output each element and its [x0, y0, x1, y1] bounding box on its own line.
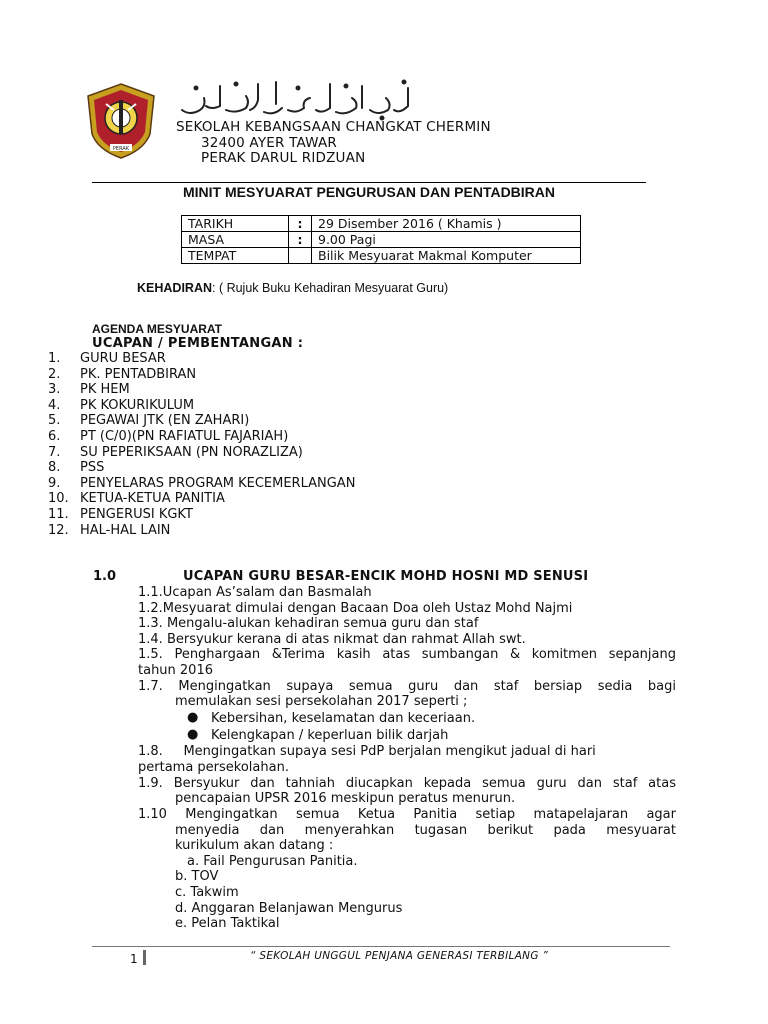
- section-number: 1.0: [93, 569, 117, 584]
- minute-1-2: 1.2.Mesyuarat dimulai dengan Bacaan Doa oleh Ustaz Mohd Najmi: [138, 601, 573, 616]
- bullet-item: Kelengkapan / keperluan bilik darjah: [211, 728, 449, 743]
- bullet-icon: ●: [187, 710, 199, 725]
- agenda-num: 3.: [48, 382, 61, 398]
- agenda-text: PENYELARAS PROGRAM KECEMERLANGAN: [80, 475, 356, 491]
- agenda-num: 7.: [48, 444, 61, 460]
- info-value: 9.00 Pagi: [312, 232, 581, 248]
- agenda-text: PEGAWAI JTK (EN ZAHARI): [80, 413, 250, 429]
- agenda-num: 4.: [48, 397, 61, 413]
- agenda-text: PK. PENTADBIRAN: [80, 366, 197, 382]
- table-row: [182, 216, 581, 232]
- info-value: Bilik Mesyuarat Makmal Komputer: [312, 248, 581, 264]
- task-item: d. Anggaran Belanjawan Mengurus: [175, 901, 403, 916]
- school-logo: [84, 82, 158, 160]
- logo-text: PERAK: [112, 146, 130, 152]
- minute-1-8: 1.8. Mengingatkan supaya sesi PdP berjalan mengikut jadual di hari: [138, 744, 596, 759]
- school-name: SEKOLAH KEBANGSAAN CHANGKAT CHERMIN: [176, 119, 491, 135]
- info-separator: :: [289, 232, 312, 248]
- minute-1-9-cont: pencapaian UPSR 2016 meskipun peratus menurun.: [175, 791, 516, 806]
- bullet-icon: ●: [187, 727, 199, 742]
- agenda-text: HAL-HAL LAIN: [80, 522, 171, 538]
- info-label: TEMPAT: [182, 248, 289, 264]
- task-item: e. Pelan Taktikal: [175, 916, 280, 931]
- agenda-subtitle: UCAPAN / PEMBENTANGAN :: [92, 336, 304, 351]
- agenda-num: 1.: [48, 351, 61, 366]
- agenda-num: 12.: [48, 522, 69, 538]
- section-title: UCAPAN GURU BESAR-ENCIK MOHD HOSNI MD SENUSI: [183, 569, 589, 584]
- task-item: a. Fail Pengurusan Panitia.: [187, 854, 358, 869]
- attendance-note: [137, 281, 448, 295]
- agenda-text: GURU BESAR: [80, 351, 166, 366]
- agenda-num: 11.: [48, 506, 69, 522]
- agenda-num: 5.: [48, 413, 61, 429]
- bullet-item: Kebersihan, keselamatan dan keceriaan.: [211, 711, 476, 726]
- info-separator: :: [289, 216, 312, 232]
- info-value: 29 Disember 2016 ( Khamis ): [312, 216, 581, 232]
- agenda-num: 6.: [48, 428, 61, 444]
- agenda-text: KETUA-KETUA PANITIA: [80, 491, 225, 507]
- agenda-num: 2.: [48, 366, 61, 382]
- minute-1-7: 1.7. Mengingatkan supaya semua guru dan staf bersiap sedia bagi: [138, 679, 676, 694]
- agenda-num: 8.: [48, 460, 61, 476]
- agenda-num: 9.: [48, 475, 61, 491]
- minute-1-10: 1.10 Mengingatkan semua Ketua Panitia setiap matapelajaran agar: [138, 807, 676, 822]
- minute-1-3: 1.3. Mengalu-alukan kehadiran semua guru dan staf: [138, 616, 479, 631]
- attendance-label: KEHADIRAN: [137, 281, 212, 295]
- header-divider: [92, 182, 646, 183]
- jawi-school-name: [176, 76, 416, 122]
- info-separator: [289, 248, 312, 264]
- minute-1-9: 1.9. Bersyukur dan tahniah diucapkan kepada semua guru dan staf atas: [138, 776, 676, 791]
- agenda-text: PK KOKURIKULUM: [80, 397, 195, 413]
- minute-1-8-cont: pertama persekolahan.: [138, 760, 289, 775]
- table-row: [182, 248, 581, 264]
- agenda-text: PK HEM: [80, 382, 130, 398]
- agenda-text: PENGERUSI KGKT: [80, 506, 193, 522]
- minute-1-7-cont: memulakan sesi persekolahan 2017 seperti ;: [175, 694, 468, 709]
- agenda-text: PT (C/0)(PN RAFIATUL FAJARIAH): [80, 428, 289, 444]
- agenda-text: SU PEPERIKSAAN (PN NORAZLIZA): [80, 444, 303, 460]
- school-address-line1: 32400 AYER TAWAR: [201, 135, 337, 151]
- task-item: b. TOV: [175, 869, 219, 884]
- attendance-text: : ( Rujuk Buku Kehadiran Mesyuarat Guru): [212, 281, 449, 295]
- agenda-text: PSS: [80, 460, 105, 476]
- minute-1-10-cont: menyedia dan menyerahkan tugasan berikut pada mesyuarat: [175, 823, 676, 838]
- minute-1-4: 1.4. Bersyukur kerana di atas nikmat dan rahmat Allah swt.: [138, 632, 526, 647]
- info-label: MASA: [182, 232, 289, 248]
- info-label: TARIKH: [182, 216, 289, 232]
- page-number-bar: [143, 950, 146, 965]
- table-row: [182, 232, 581, 248]
- minute-1-5-cont: tahun 2016: [138, 663, 213, 678]
- task-item: c. Takwim: [175, 885, 239, 900]
- agenda-num: 10.: [48, 491, 69, 507]
- minute-1-5: 1.5. Penghargaan &Terima kasih atas sumbangan & komitmen sepanjang: [138, 647, 676, 662]
- agenda-title: AGENDA MESYUARAT: [92, 322, 223, 336]
- minute-1-10-cont2: kurikulum akan datang :: [175, 838, 334, 853]
- footer-divider: [92, 946, 670, 947]
- document-title: MINIT MESYUARAT PENGURUSAN DAN PENTADBIRAN: [182, 184, 556, 200]
- meeting-info-table: [181, 215, 581, 264]
- page-number: 1: [130, 952, 138, 966]
- school-address-line2: PERAK DARUL RIDZUAN: [201, 150, 366, 166]
- minute-1-1: 1.1.Ucapan As’salam dan Basmalah: [138, 585, 372, 600]
- footer-motto: “ SEKOLAH UNGGUL PENJANA GENERASI TERBILANG ”: [250, 950, 549, 962]
